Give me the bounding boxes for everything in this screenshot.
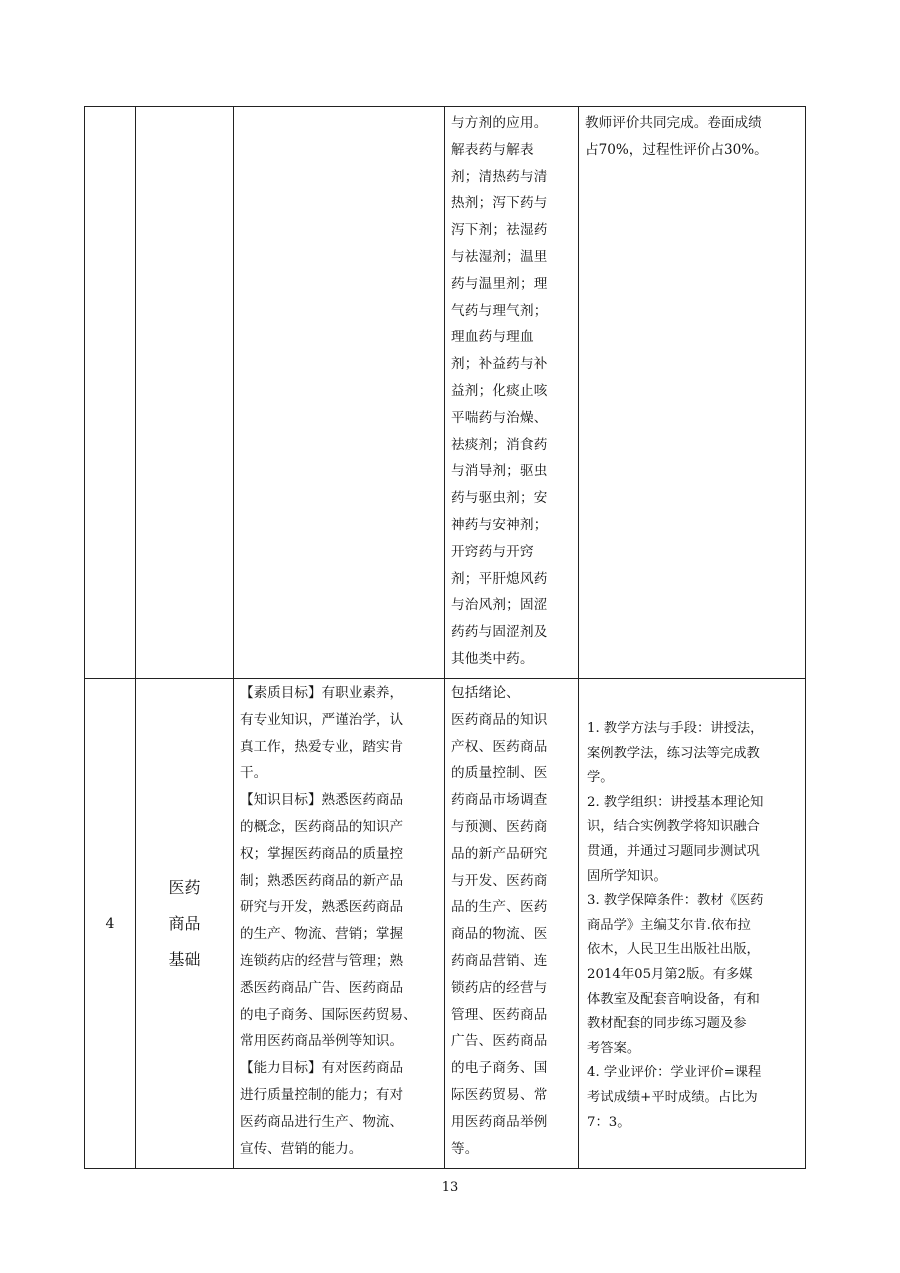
table-row xyxy=(85,107,806,679)
objectives-text xyxy=(234,107,444,113)
number-cell: 4 xyxy=(85,679,136,1169)
teaching-cell xyxy=(579,679,806,1169)
course-name-line: 商品 xyxy=(168,913,201,933)
course-name-line: 医药 xyxy=(168,877,201,897)
content-text: 包括绪论、 医药商品的知识 产权、医药商品 的质量控制、医 药商品市场调查 与预测、医药商 品的新产品研究 与开发、医药商 品的生产、医药 商品的物流、医 药商品营销、连 锁药店的经营与 管理、医药商品 广告、医药商品 的电子商务、国 际医药贸易、常 用医药商品举例 等。 xyxy=(451,685,548,1157)
content-text: 与方剂的应用。 解表药与解表 剂；清热药与清 热剂；泻下药与 泻下剂；祛湿药 与祛湿剂；温里 药与温里剂；理 气药与理气剂； 理血药与理血 剂；补益药与补 益剂；化痰止咳 平喘药与治燥、 祛痰剂；消食药 与消导剂；驱虫 药与驱虫剂；安 神药与安神剂； 开窍药与开窍 剂；平肝熄风药 与治风剂；固涩 药药与固涩剂及 其他类中药。 xyxy=(451,115,548,667)
teaching-text: 教师评价共同完成。卷面成绩 占70%，过程性评价占30%。 xyxy=(585,115,768,158)
curriculum-table xyxy=(84,106,806,1169)
course-name-cell xyxy=(136,107,234,679)
course-name-line: 基础 xyxy=(168,949,201,969)
content-cell xyxy=(445,107,579,679)
content-cell xyxy=(445,679,579,1169)
number-cell xyxy=(85,107,136,679)
table-row xyxy=(85,679,806,1169)
page-number: 13 xyxy=(441,1180,459,1195)
objectives-cell xyxy=(234,107,445,679)
objectives-text: 【素质目标】有职业素养， 有专业知识，严谨治学，认 真工作，热爱专业，踏实肯 干。 【知识目标】熟悉医药商品 的概念，医药商品的知识产 权；掌握医药商品的质量控 制；熟悉医药商品的新产品 研究与开发，熟悉医药商品 的生产、物流、营销；掌握 连锁药店的经营与管理；熟 悉医药商品广告、医药商品 的电子商务、国际医药贸易、 常用医药商品举例等知识。 【能力目标】有对医药商品 进行质量控制的能力；有对 医药商品进行生产、物流、 宣传、营销的能力。 xyxy=(240,685,417,1157)
objectives-cell xyxy=(234,679,445,1169)
teaching-cell xyxy=(579,107,806,679)
teaching-text: 1. 教学方法与手段：讲授法， 案例教学法，练习法等完成教 学。 2. 教学组织：讲授基本理论知 识，结合实例教学将知识融合 贯通，并通过习题同步测试巩 固所学知识。 3. 教学保障条件：教材《医药 商品学》主编艾尔肯.依布拉 依木，人民卫生出版社出版， 2014年05月第2版。有多媒 体教室及配套音响设备，有和 教材配套的同步练习题及参 考答案。 4. 学业评价：学业评价=课程 考试成绩+平时成绩。占比为 7：3。 xyxy=(587,721,764,1130)
course-name-cell xyxy=(136,679,234,1169)
